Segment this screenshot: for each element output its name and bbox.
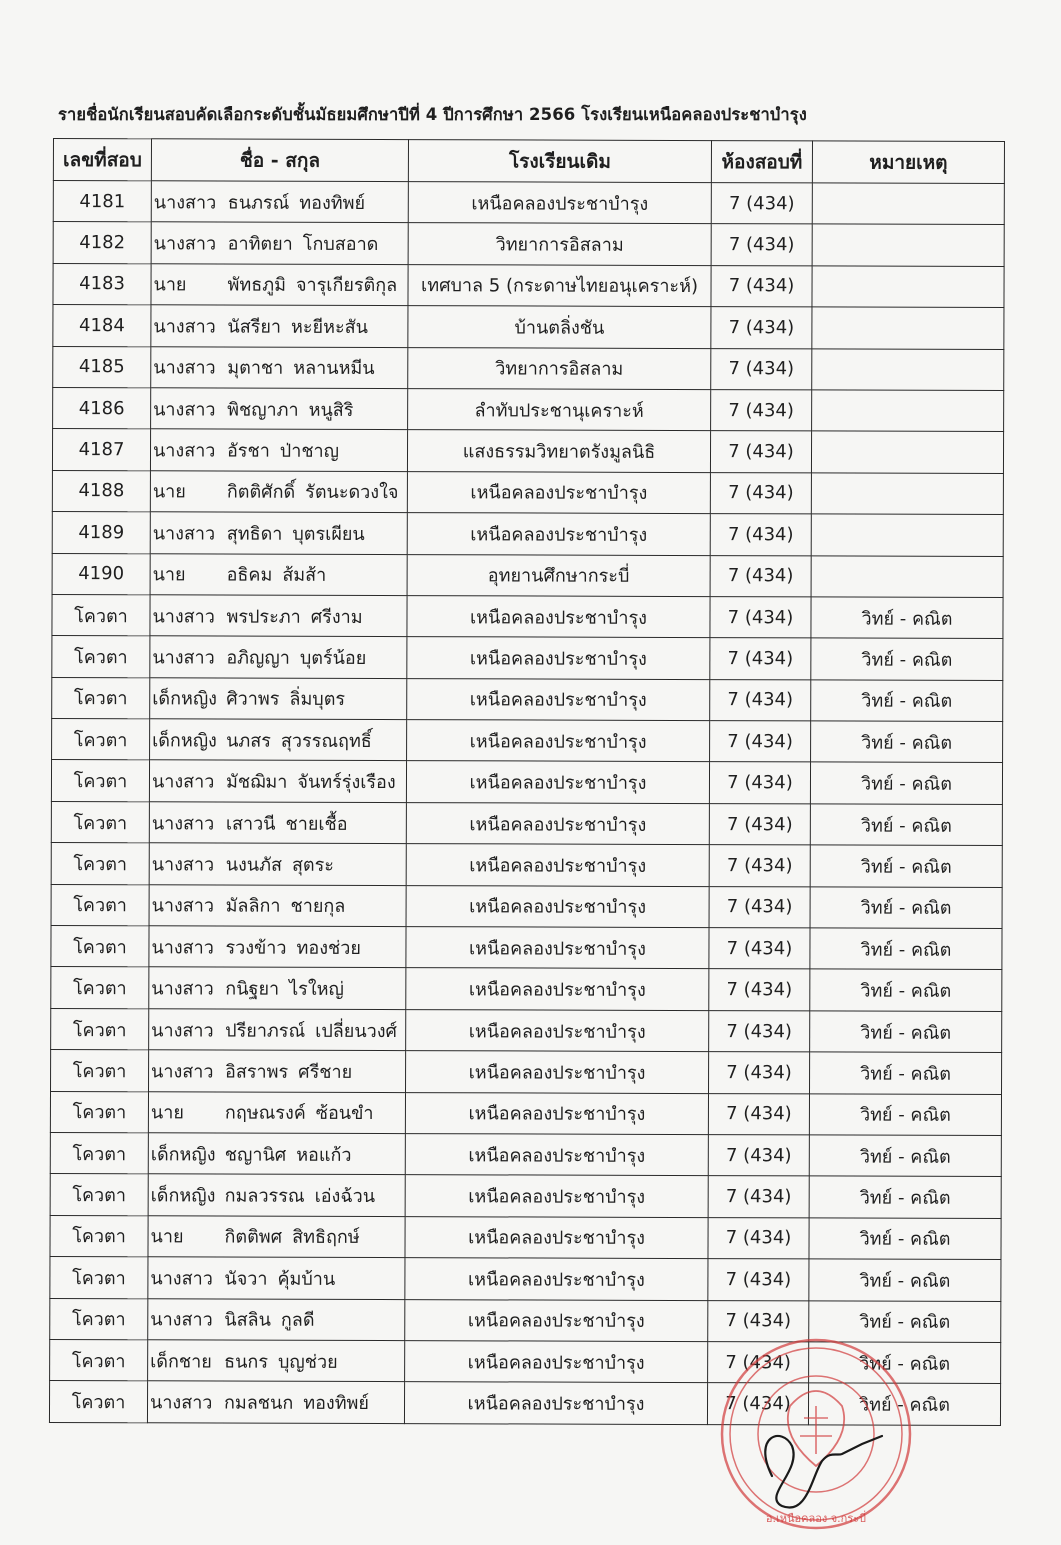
exam-room-cell: 7 (434) [710, 555, 811, 597]
exam-number-cell: 4187 [52, 429, 150, 471]
name-prefix: นางสาว [151, 1061, 214, 1083]
last-name: เปลี่ยนวงศ์ [315, 1020, 398, 1042]
first-name: นัสรียา [227, 316, 282, 338]
remarks-cell: วิทย์ - คณิต [809, 1135, 1001, 1177]
exam-room-cell: 7 (434) [710, 431, 811, 473]
table-row [50, 1174, 1001, 1218]
previous-school-cell: วิทยาการอิสลาม [408, 347, 711, 389]
previous-school-cell: เหนือคลองประชาบำรุง [407, 637, 710, 679]
previous-school-cell: เหนือคลองประชาบำรุง [407, 471, 710, 513]
name-prefix: นางสาว [152, 440, 216, 462]
first-name: อภิญญา [226, 647, 290, 669]
previous-school-cell: แสงธรรมวิทยาตรังมูลนิธิ [407, 430, 710, 472]
name-prefix: นางสาว [153, 357, 216, 379]
exam-number-cell: โควตา [52, 636, 150, 678]
name-prefix: นาย [152, 564, 186, 586]
first-name: กิตติศักดิ์ [226, 481, 296, 504]
last-name: สิทธิฤกษ์ [292, 1227, 360, 1249]
name-prefix: นาย [150, 1102, 184, 1124]
first-name: ชญานิศ [224, 1144, 287, 1166]
table-row [50, 1132, 1001, 1176]
previous-school-cell: เหนือคลองประชาบำรุง [406, 1051, 709, 1093]
table-row [51, 884, 1002, 928]
remarks-cell: วิทย์ - คณิต [810, 845, 1002, 887]
exam-room-cell: 7 (434) [710, 514, 811, 556]
first-name: สุทธิดา [226, 523, 283, 545]
exam-number-cell: โควตา [50, 1339, 148, 1381]
first-name: อัรชา [226, 440, 270, 462]
remarks-cell [812, 390, 1004, 432]
exam-number-cell: 4184 [53, 305, 151, 347]
name-prefix: นางสาว [151, 812, 215, 835]
full-name-cell [149, 1009, 406, 1051]
previous-school-cell: เหนือคลองประชาบำรุง [406, 802, 709, 844]
exam-room-cell: 7 (434) [708, 1093, 809, 1135]
remarks-cell: วิทย์ - คณิต [810, 1052, 1002, 1094]
full-name-cell [148, 1091, 405, 1133]
exam-number-cell: โควตา [52, 677, 150, 719]
table-row [50, 1339, 1001, 1383]
full-name-cell [148, 1174, 405, 1216]
previous-school-cell: เหนือคลองประชาบำรุง [405, 1175, 708, 1217]
table-row [51, 1050, 1002, 1094]
table-row [51, 760, 1002, 804]
table-row [49, 1381, 1000, 1425]
last-name: ทองทิพย์ [299, 192, 366, 214]
exam-room-cell: 7 (434) [709, 845, 810, 887]
remarks-cell: วิทย์ - คณิต [811, 680, 1003, 722]
name-prefix: เด็กหญิง [152, 688, 218, 710]
exam-room-cell: 7 (434) [708, 1217, 809, 1259]
first-name: รวงข้าว [225, 937, 287, 959]
remarks-cell [812, 307, 1004, 349]
full-name-cell [150, 719, 407, 761]
remarks-cell: วิทย์ - คณิต [809, 1093, 1001, 1135]
page-title: รายชื่อนักเรียนสอบคัดเลือกระดับชั้นมัธยมศึกษาปีที่ 4 ปีการศึกษา 2566 โรงเรียนเหนือคลองประชาบำรุง [58, 105, 807, 124]
full-name-cell [150, 636, 407, 678]
first-name: อธิคม [226, 564, 273, 586]
table-row [53, 181, 1004, 225]
exam-number-cell: 4181 [53, 181, 151, 223]
last-name: จารุเกียรติกุล [295, 275, 398, 297]
table-row [50, 1257, 1001, 1301]
previous-school-cell: เหนือคลองประชาบำรุง [406, 927, 709, 969]
name-prefix: นางสาว [151, 937, 214, 959]
name-prefix: เด็กหญิง [152, 730, 217, 752]
remarks-cell [811, 431, 1003, 473]
exam-number-cell: โควตา [50, 1257, 148, 1299]
name-prefix: นางสาว [153, 316, 216, 338]
remarks-cell: วิทย์ - คณิต [811, 638, 1003, 680]
name-prefix: เด็กหญิง [150, 1185, 216, 1207]
previous-school-cell: เหนือคลองประชาบำรุง [407, 678, 710, 720]
column-header-exam-number: เลขที่สอบ [53, 139, 151, 181]
previous-school-cell: เหนือคลองประชาบำรุง [405, 1092, 708, 1134]
exam-room-cell: 7 (434) [711, 390, 812, 432]
exam-room-cell: 7 (434) [711, 224, 812, 266]
full-name-cell [151, 346, 408, 388]
exam-number-cell: 4183 [53, 263, 151, 305]
exam-number-cell: 4182 [53, 222, 151, 264]
previous-school-cell: เหนือคลองประชาบำรุง [406, 968, 709, 1010]
previous-school-cell: วิทยาการอิสลาม [408, 223, 711, 265]
name-prefix: นางสาว [153, 233, 217, 255]
name-prefix: เด็กชาย [150, 1350, 212, 1373]
remarks-cell: วิทย์ - คณิต [808, 1383, 1000, 1425]
student-roster-table [49, 138, 1005, 1426]
table-row [51, 801, 1002, 845]
exam-number-cell: 4188 [52, 470, 150, 512]
exam-room-cell: 7 (434) [710, 472, 811, 514]
exam-number-cell: 4189 [52, 512, 150, 554]
full-name-cell [147, 1381, 404, 1423]
full-name-cell [150, 553, 407, 595]
full-name-cell [151, 222, 408, 264]
name-prefix: นางสาว [151, 978, 214, 1000]
exam-room-cell: 7 (434) [710, 596, 811, 638]
seal-text: อ.เหนือคลอง จ.กระบี่ [765, 1512, 867, 1525]
first-name: พรประภา [226, 606, 301, 628]
first-name: ธนภรณ์ [227, 192, 290, 214]
name-prefix: นางสาว [151, 895, 215, 917]
exam-number-cell: โควตา [51, 1050, 149, 1092]
exam-room-cell: 7 (434) [708, 1342, 809, 1384]
header-row [53, 139, 1004, 184]
previous-school-cell: เหนือคลองประชาบำรุง [405, 1216, 708, 1258]
exam-room-cell: 7 (434) [709, 762, 810, 804]
last-name: รัตนะดวงใจ [305, 482, 399, 504]
full-name-cell [148, 1216, 405, 1258]
last-name: หะยีหะสัน [290, 316, 368, 338]
exam-room-cell: 7 (434) [709, 1010, 810, 1052]
previous-school-cell: เหนือคลองประชาบำรุง [406, 1009, 709, 1051]
remarks-cell: วิทย์ - คณิต [810, 928, 1002, 970]
first-name: เสาวนี [225, 813, 276, 835]
last-name: เอ่งฉ้วน [314, 1185, 376, 1208]
last-name: ชายกุล [290, 896, 346, 918]
table-row [52, 553, 1003, 597]
last-name: ลิ่มบุตร [289, 689, 346, 711]
remarks-cell [811, 473, 1003, 515]
last-name: หอแก้ว [296, 1144, 352, 1166]
previous-school-cell: อุทยานศึกษากระบี่ [407, 554, 710, 596]
last-name: หนูสิริ [308, 399, 354, 421]
remarks-cell: วิทย์ - คณิต [810, 762, 1002, 804]
full-name-cell [148, 1133, 405, 1175]
remarks-cell: วิทย์ - คณิต [810, 887, 1002, 929]
name-prefix: นาย [152, 481, 186, 503]
last-name: ศรีงาม [310, 606, 363, 628]
exam-room-cell: 7 (434) [709, 803, 810, 845]
remarks-cell: วิทย์ - คณิต [811, 597, 1003, 639]
full-name-cell [149, 802, 406, 844]
table-row [52, 512, 1003, 556]
table-row [52, 594, 1003, 638]
name-prefix: นางสาว [152, 605, 215, 628]
table-row [52, 719, 1003, 763]
first-name: นภสร [226, 730, 271, 752]
first-name: นิสลิน [224, 1309, 271, 1331]
first-name: ศิวาพร [226, 688, 280, 711]
name-prefix: นาย [150, 1226, 184, 1248]
remarks-cell [812, 348, 1004, 390]
exam-room-cell: 7 (434) [711, 265, 812, 307]
column-header-exam-room: ห้องสอบที่ [711, 141, 812, 183]
name-prefix: นางสาว [149, 1392, 213, 1414]
exam-number-cell: โควตา [50, 1174, 148, 1216]
table-row [50, 1215, 1001, 1259]
full-name-cell [150, 471, 407, 513]
full-name-cell [149, 1050, 406, 1092]
full-name-cell [149, 967, 406, 1009]
table-row [53, 346, 1004, 390]
name-prefix: นางสาว [153, 192, 217, 214]
table-row [53, 305, 1004, 349]
last-name: บุตรเผียน [292, 523, 365, 545]
remarks-cell: วิทย์ - คณิต [810, 804, 1002, 846]
previous-school-cell: เหนือคลองประชาบำรุง [407, 720, 710, 762]
full-name-cell [149, 926, 406, 968]
name-prefix: นางสาว [152, 523, 216, 545]
first-name: อิสราพร [225, 1061, 289, 1083]
full-name-cell [151, 181, 408, 223]
previous-school-cell: ลำทับประชานุเคราะห์ [408, 389, 711, 431]
remarks-cell: วิทย์ - คณิต [809, 1342, 1001, 1384]
last-name: สุตระ [291, 854, 335, 876]
first-name: กมลชนก [223, 1392, 294, 1414]
full-name-cell [149, 884, 406, 926]
name-prefix: นางสาว [151, 1019, 214, 1042]
exam-room-cell: 7 (434) [708, 1135, 809, 1177]
full-name-cell [148, 1340, 405, 1382]
name-prefix: นางสาว [151, 854, 215, 876]
name-prefix: นาย [153, 274, 187, 296]
table-row [52, 677, 1003, 721]
table-row [52, 470, 1003, 514]
first-name: กนิฐยา [225, 978, 280, 1000]
full-name-cell [150, 677, 407, 719]
previous-school-cell: บ้านตลิ่งชัน [408, 306, 711, 348]
first-name: มัลลิกา [225, 895, 281, 918]
previous-school-cell: เหนือคลองประชาบำรุง [405, 1134, 708, 1176]
name-prefix: เด็กหญิง [150, 1143, 216, 1166]
first-name: มุตาชา [227, 357, 284, 379]
column-header-previous-school: โรงเรียนเดิม [408, 140, 711, 183]
previous-school-cell: เหนือคลองประชาบำรุง [407, 513, 710, 555]
last-name: ป่าชาญ [279, 440, 340, 462]
remarks-cell: วิทย์ - คณิต [809, 1218, 1001, 1260]
first-name: นงนภัส [225, 854, 282, 876]
exam-number-cell: โควตา [51, 843, 149, 885]
exam-room-cell: 7 (434) [711, 307, 812, 349]
table-row [52, 636, 1003, 680]
name-prefix: นางสาว [150, 1309, 213, 1331]
exam-room-cell: 7 (434) [708, 1259, 809, 1301]
full-name-cell [151, 264, 408, 306]
full-name-cell [148, 1257, 405, 1299]
remarks-cell [811, 514, 1003, 556]
remarks-cell: วิทย์ - คณิต [809, 1176, 1001, 1218]
exam-room-cell: 7 (434) [709, 1052, 810, 1094]
exam-number-cell: โควตา [50, 1132, 148, 1174]
exam-room-cell: 7 (434) [710, 679, 811, 721]
first-name: กฤษณรงค์ [224, 1102, 306, 1125]
full-name-cell [151, 388, 408, 430]
exam-number-cell: โควตา [51, 926, 149, 968]
previous-school-cell: เหนือคลองประชาบำรุง [407, 596, 710, 638]
first-name: พัทธภูมิ [227, 275, 287, 297]
full-name-cell [151, 305, 408, 347]
table-row [53, 387, 1004, 431]
full-name-cell [150, 429, 407, 471]
first-name: ปรียาภรณ์ [225, 1020, 306, 1042]
exam-room-cell: 7 (434) [707, 1383, 808, 1425]
remarks-cell: วิทย์ - คณิต [809, 1259, 1001, 1301]
table-row [52, 429, 1003, 473]
table-row [53, 222, 1004, 266]
last-name: ทองช่วย [296, 937, 361, 959]
name-prefix: นางสาว [151, 771, 215, 793]
exam-room-cell: 7 (434) [711, 348, 812, 390]
exam-room-cell: 7 (434) [710, 721, 811, 763]
table-body [49, 181, 1004, 1426]
exam-number-cell: โควตา [51, 967, 149, 1009]
exam-number-cell: 4186 [53, 387, 151, 429]
exam-number-cell: โควตา [51, 884, 149, 926]
first-name: พิชญาภา [227, 399, 299, 421]
previous-school-cell: เหนือคลองประชาบำรุง [404, 1382, 707, 1424]
table-row [51, 1008, 1002, 1052]
exam-room-cell: 7 (434) [709, 886, 810, 928]
last-name: กูลดี [280, 1309, 315, 1332]
last-name: คุ้มบ้าน [277, 1268, 336, 1290]
name-prefix: นางสาว [150, 1268, 213, 1290]
table-row [50, 1298, 1001, 1342]
remarks-cell [812, 183, 1004, 225]
previous-school-cell: เทศบาล 5 (กระดาษไทยอนุเคราะห์) [408, 264, 711, 306]
last-name: ซ้อนขำ [315, 1103, 374, 1125]
last-name: ส้มส้า [282, 564, 327, 587]
remarks-cell [811, 555, 1003, 597]
table-row [51, 967, 1002, 1011]
last-name: จันทร์รุ่งเรือง [297, 771, 396, 794]
remarks-cell: วิทย์ - คณิต [811, 721, 1003, 763]
previous-school-cell: เหนือคลองประชาบำรุง [405, 1299, 708, 1341]
first-name: นัจวา [224, 1268, 268, 1290]
last-name: บุญช่วย [277, 1351, 338, 1373]
last-name: ไรใหญ่ [289, 978, 344, 1001]
exam-number-cell: 4190 [52, 553, 150, 595]
exam-number-cell: โควตา [50, 1091, 148, 1133]
exam-room-cell: 7 (434) [711, 183, 812, 225]
remarks-cell: วิทย์ - คณิต [810, 1011, 1002, 1053]
previous-school-cell: เหนือคลองประชาบำรุง [408, 182, 711, 224]
first-name: มัชฌิมา [225, 771, 288, 793]
last-name: หลานหมีน [293, 358, 375, 380]
table-row [51, 843, 1002, 887]
exam-number-cell: โควตา [49, 1381, 147, 1423]
remarks-cell: วิทย์ - คณิต [810, 969, 1002, 1011]
last-name: ศรีชาย [298, 1061, 353, 1083]
full-name-cell [148, 1298, 405, 1340]
previous-school-cell: เหนือคลองประชาบำรุง [406, 844, 709, 886]
first-name: ธนกร [224, 1351, 269, 1373]
name-prefix: นางสาว [153, 398, 216, 421]
full-name-cell [150, 595, 407, 637]
previous-school-cell: เหนือคลองประชาบำรุง [405, 1341, 708, 1383]
exam-number-cell: โควตา [50, 1298, 148, 1340]
last-name: บุตร์น้อย [299, 647, 367, 669]
exam-number-cell: โควตา [51, 801, 149, 843]
column-header-full-name: ชื่อ - สกุล [151, 139, 408, 182]
exam-room-cell: 7 (434) [708, 1300, 809, 1342]
full-name-cell [149, 760, 406, 802]
last-name: ทองทิพย์ [303, 1392, 370, 1415]
last-name: สุวรรณฤทธิ์ [280, 730, 372, 752]
table-row [50, 1091, 1001, 1135]
previous-school-cell: เหนือคลองประชาบำรุง [406, 761, 709, 803]
previous-school-cell: เหนือคลองประชาบำรุง [406, 885, 709, 927]
exam-room-cell: 7 (434) [710, 638, 811, 680]
name-prefix: นางสาว [152, 647, 215, 669]
table-header [53, 139, 1004, 184]
previous-school-cell: เหนือคลองประชาบำรุง [405, 1258, 708, 1300]
exam-number-cell: โควตา [52, 719, 150, 761]
exam-number-cell: โควตา [51, 1008, 149, 1050]
remarks-cell [812, 266, 1004, 308]
last-name: ชายเชื้อ [285, 813, 348, 835]
full-name-cell [150, 512, 407, 554]
full-name-cell [149, 843, 406, 885]
first-name: กิตติพศ [224, 1226, 283, 1249]
table-row [51, 926, 1002, 970]
first-name: กมลวรรณ [224, 1185, 305, 1207]
remarks-cell: วิทย์ - คณิต [809, 1300, 1001, 1342]
first-name: อาทิตยา [227, 233, 293, 255]
remarks-cell [812, 224, 1004, 266]
exam-room-cell: 7 (434) [709, 969, 810, 1011]
exam-room-cell: 7 (434) [709, 928, 810, 970]
column-header-remarks: หมายเหตุ [812, 141, 1004, 184]
exam-number-cell: 4185 [53, 346, 151, 388]
signature-mark [765, 1436, 882, 1508]
exam-number-cell: โควตา [50, 1215, 148, 1257]
table-row [53, 263, 1004, 307]
exam-room-cell: 7 (434) [708, 1176, 809, 1218]
exam-number-cell: โควตา [52, 594, 150, 636]
exam-number-cell: โควตา [51, 760, 149, 802]
last-name: โกบสอาด [302, 233, 379, 256]
